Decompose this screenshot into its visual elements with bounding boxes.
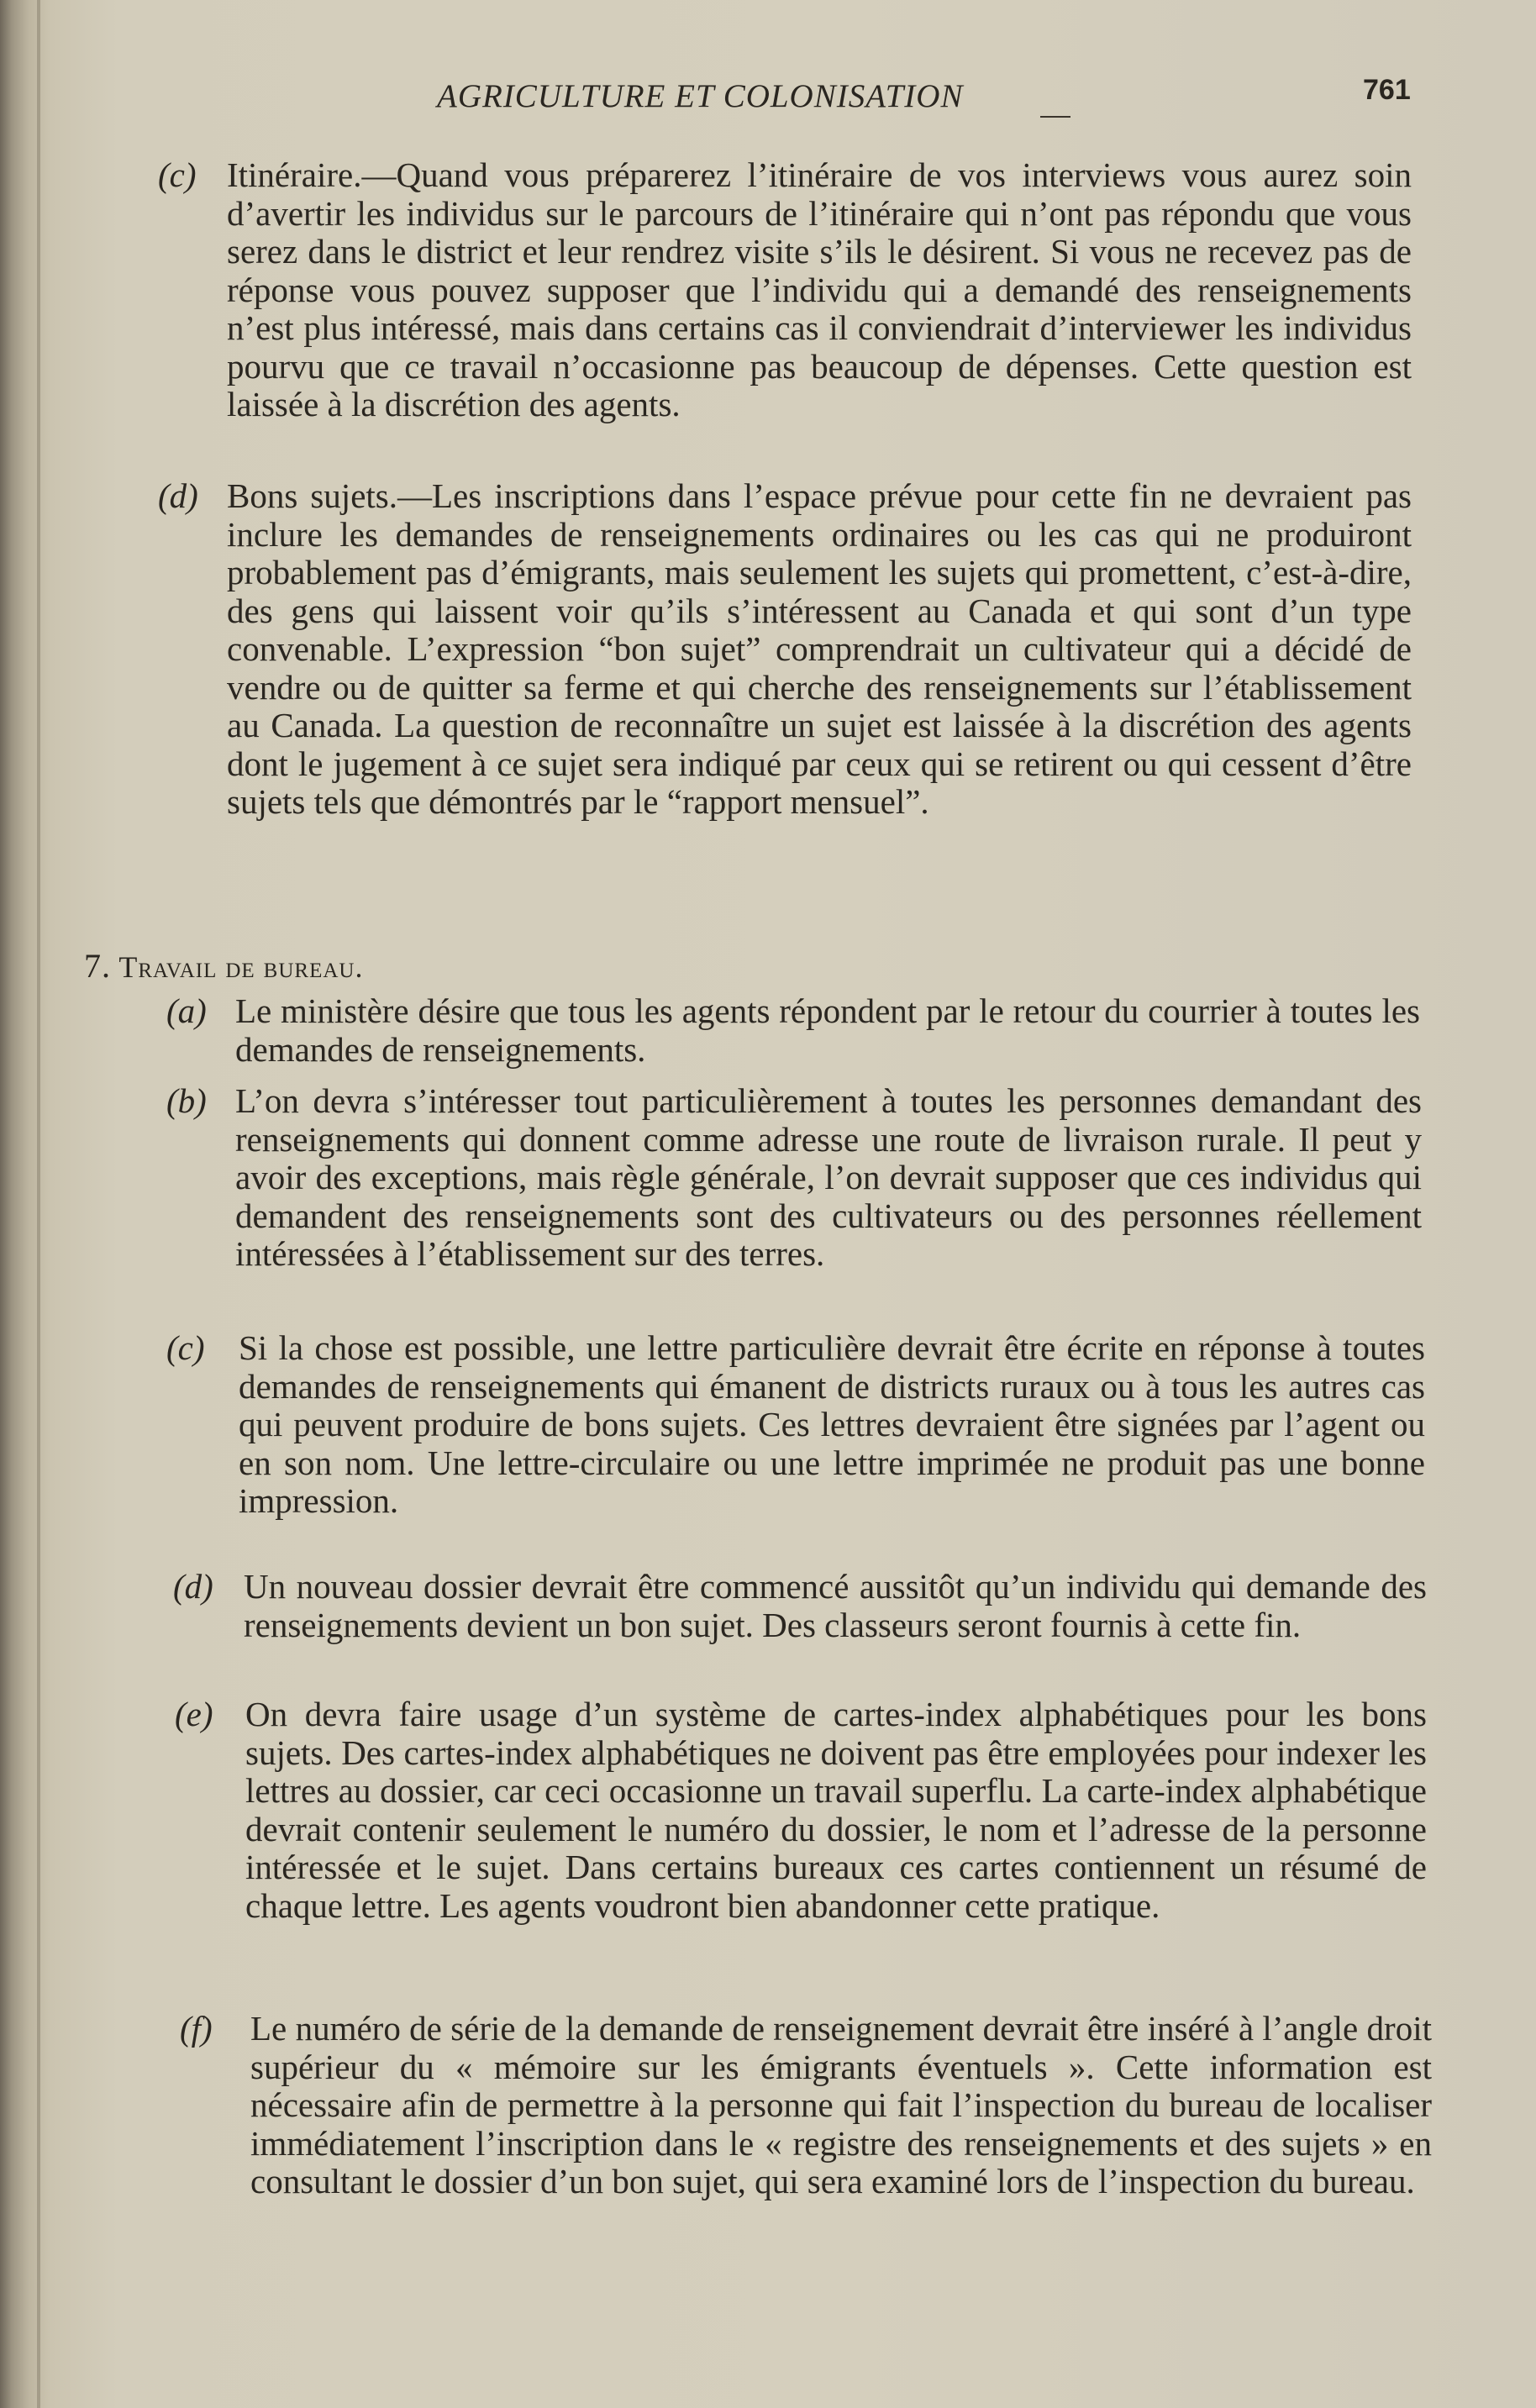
- paragraph-label: (c): [158, 155, 197, 194]
- paragraph-label: (b): [166, 1081, 207, 1120]
- paragraph-label: (d): [158, 476, 198, 515]
- paragraph-d-bons-sujets: [158, 476, 1412, 822]
- paragraph-7f: [180, 2009, 1432, 2201]
- paragraph-7c: [166, 1328, 1425, 1521]
- paragraph-label: (a): [166, 991, 207, 1030]
- paragraph-c-itineraire: [158, 155, 1412, 424]
- paragraph-text: Le ministère désire que tous les agents répondent par le retour du courrier à toutes les demandes de renseignements.: [235, 991, 1420, 1069]
- paragraph-text: Itinéraire.—Quand vous préparerez l’itinéraire de vos interviews vous aurez soin d’avertir les individus sur le parcours de l’itinéraire qui n’ont pas répondu que vous serez dans le district et leur rendrez visite s’ils le désirent. Si vous ne recevez pas de réponse vous pouvez supposer que l’individu qui a demandé des renseignements n’est plus intéressé, mais dans certains cas il conviendrait d’interviewer les individus pourvu que ce travail n’occasionne pas beaucoup de dépenses. Cette question est laissée à la discrétion des agents.: [227, 155, 1412, 423]
- paragraph-label: (f): [180, 2009, 213, 2048]
- section-title: Travail de bureau.: [118, 950, 364, 984]
- paragraph-text: Un nouveau dossier devrait être commencé aussitôt qu’un individu qui demande des renseignements devient un bon sujet. Des classeurs seront fournis à cette fin.: [244, 1567, 1427, 1644]
- header-rule: [1040, 116, 1070, 118]
- paragraph-7a: [166, 991, 1420, 1069]
- paragraph-text: Si la chose est possible, une lettre particulière devrait être écrite en réponse à toutes demandes de renseignements qui émanent de districts ruraux ou à tous les autres cas qui peuvent produire de bons sujets. Ces lettres devraient être signées par l’agent ou en son nom. Une lettre-circulaire ou une lettre imprimée ne produit pas une bonne impression.: [239, 1328, 1425, 1520]
- paragraph-text: Bons sujets.—Les inscriptions dans l’espace prévue pour cette fin ne devraient pas inclure les demandes de renseignements ordinaires ou les cas qui ne produiront probablement pas d’émigrants, mais seulement les sujets qui promettent, c’est-à-dire, des gens qui laissent voir qu’ils s’intéressent au Canada et qui sont d’un type convenable. L’expression “bon sujet” comprendrait un cultivateur qui a décidé de vendre ou de quitter sa ferme et qui cherche des renseignements sur l’établissement au Canada. La question de reconnaître un sujet est laissée à la discrétion des agents dont le jugement à ce sujet sera indiqué par ceux qui se retirent ou qui cessent d’être sujets tels que démontrés par le “rapport mensuel”.: [227, 476, 1412, 821]
- paragraph-text: Le numéro de série de la demande de renseignement devrait être inséré à l’angle droit supérieur du « mémoire sur les émigrants éventuels ». Cette information est nécessaire afin de permettre à la personne qui fait l’inspection du bureau de localiser immédiatement l’inscription dans le « registre des renseignements et des sujets » en consultant le dossier d’un bon sujet, qui sera examiné lors de l’inspection du bureau.: [250, 2009, 1432, 2200]
- paragraph-label: (c): [166, 1328, 205, 1367]
- paragraph-text: L’on devra s’intéresser tout particulièrement à toutes les personnes demandant des renseignements qui donnent comme adresse une route de livraison rurale. Il peut y avoir des exceptions, mais règle générale, l’on devrait supposer que ces individus qui demandent des renseignements sont des cultivateurs ou des personnes réellement intéressées à l’établissement sur des terres.: [235, 1081, 1422, 1273]
- running-head: AGRICULTURE ET COLONISATION: [437, 78, 964, 114]
- paragraph-7b: [166, 1081, 1422, 1274]
- paragraph-7d: [173, 1567, 1427, 1644]
- adjacent-page-bleed: [0, 0, 34, 2408]
- binding-gutter: [37, 0, 40, 2408]
- page-number: 761: [1363, 74, 1411, 106]
- section-heading: [84, 946, 363, 986]
- paragraph-label: (e): [175, 1695, 213, 1733]
- paragraph-7e: [175, 1695, 1427, 1925]
- page-header: [0, 74, 1536, 128]
- paragraph-text: On devra faire usage d’un système de cartes-index alphabétiques pour les bons sujets. Des cartes-index alphabétiques ne doivent pas être employées pour indexer les lettres au dossier, car ceci occasionne un travail superflu. La carte-index alphabétique devrait contenir seulement le numéro du dossier, le nom et l’adresse de la personne intéressée et le sujet. Dans certains bureaux ces cartes contiennent un résumé de chaque lettre. Les agents voudront bien abandonner cette pratique.: [245, 1695, 1427, 1925]
- paragraph-label: (d): [173, 1567, 213, 1606]
- section-number: 7.: [84, 947, 111, 985]
